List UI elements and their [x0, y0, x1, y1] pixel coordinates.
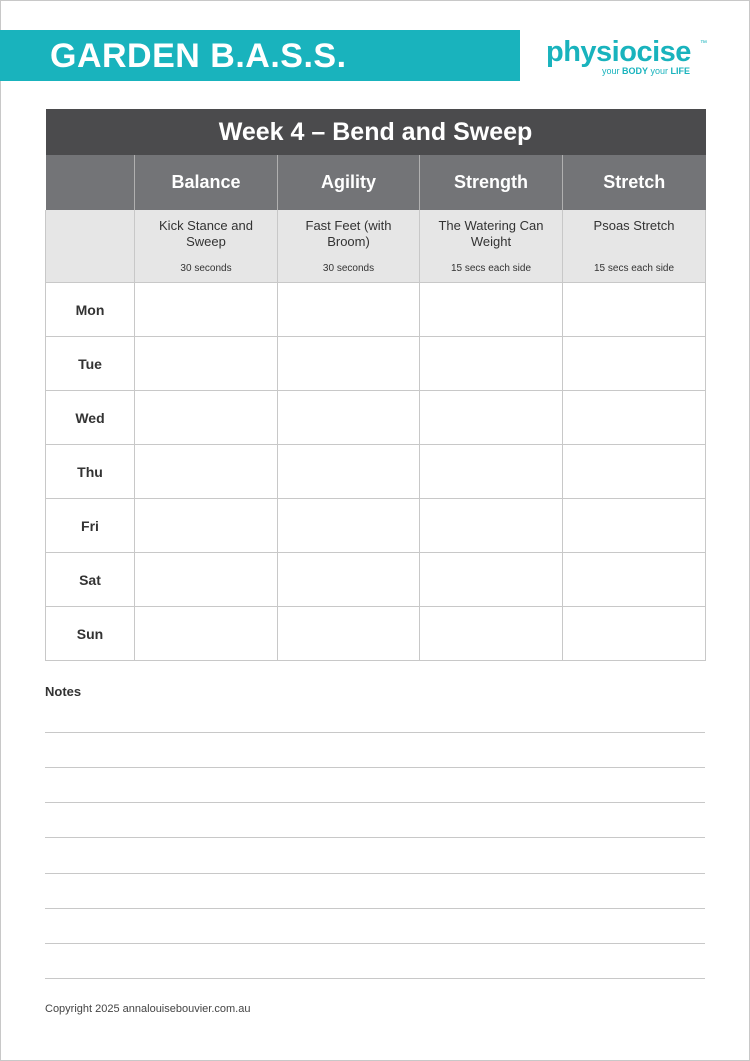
exercise-name: Kick Stance and Sweep — [159, 218, 253, 249]
entry-cell[interactable] — [135, 337, 278, 391]
notes-line[interactable] — [45, 978, 705, 979]
entry-cell[interactable] — [278, 553, 420, 607]
day-row — [46, 499, 706, 553]
notes-line[interactable] — [45, 908, 705, 909]
logo-wordmark: physiocise — [546, 36, 691, 68]
day-row — [46, 337, 706, 391]
title-banner — [0, 30, 520, 81]
day-label: Tue — [46, 337, 135, 391]
exercise-cell — [278, 210, 420, 283]
day-label: Thu — [46, 445, 135, 499]
week-title: Week 4 – Bend and Sweep — [46, 109, 706, 155]
entry-cell[interactable] — [278, 337, 420, 391]
entry-cell[interactable] — [420, 553, 563, 607]
notes-line[interactable] — [45, 943, 705, 944]
category-header: Strength — [420, 155, 563, 210]
day-row — [46, 607, 706, 661]
notes-line[interactable] — [45, 837, 705, 838]
category-header: Balance — [135, 155, 278, 210]
notes-line[interactable] — [45, 767, 705, 768]
entry-cell[interactable] — [563, 499, 706, 553]
exercise-row — [46, 210, 706, 283]
entry-cell[interactable] — [563, 553, 706, 607]
day-label: Mon — [46, 283, 135, 337]
entry-cell[interactable] — [135, 553, 278, 607]
entry-cell[interactable] — [420, 283, 563, 337]
day-row — [46, 445, 706, 499]
entry-cell[interactable] — [563, 607, 706, 661]
entry-cell[interactable] — [135, 607, 278, 661]
entry-cell[interactable] — [135, 391, 278, 445]
entry-cell[interactable] — [420, 607, 563, 661]
exercise-name: The Watering Can Weight — [438, 218, 544, 249]
logo-tagline: your BODY your LIFE — [602, 66, 691, 76]
exercise-cell — [135, 210, 278, 283]
entry-cell[interactable] — [278, 499, 420, 553]
page-title: GARDEN B.A.S.S. — [50, 37, 347, 75]
notes-line[interactable] — [45, 802, 705, 803]
exercise-name: Psoas Stretch — [593, 218, 675, 233]
entry-cell[interactable] — [420, 445, 563, 499]
entry-cell[interactable] — [420, 337, 563, 391]
exercise-duration: 30 seconds — [180, 263, 232, 274]
entry-cell[interactable] — [420, 391, 563, 445]
entry-cell[interactable] — [135, 499, 278, 553]
day-label: Fri — [46, 499, 135, 553]
exercise-duration: 30 seconds — [322, 263, 375, 274]
day-label: Sun — [46, 607, 135, 661]
exercise-cell-empty — [46, 210, 135, 283]
entry-cell[interactable] — [278, 391, 420, 445]
exercise-cell — [420, 210, 563, 283]
physiocise-logo — [546, 36, 711, 80]
entry-cell[interactable] — [278, 607, 420, 661]
notes-label: Notes — [45, 684, 82, 699]
logo-trademark: ™ — [700, 40, 707, 47]
category-header-row — [46, 155, 706, 210]
entry-cell[interactable] — [135, 283, 278, 337]
day-row — [46, 391, 706, 445]
entry-cell[interactable] — [278, 445, 420, 499]
category-header-empty — [46, 155, 135, 210]
day-label: Sat — [46, 553, 135, 607]
exercise-duration: 15 secs each side — [450, 263, 532, 274]
notes-line[interactable] — [45, 732, 705, 733]
category-header: Agility — [278, 155, 420, 210]
copyright-footer: Copyright 2025 annalouisebouvier.com.au — [45, 1003, 251, 1015]
entry-cell[interactable] — [563, 283, 706, 337]
exercise-duration: 15 secs each side — [593, 263, 675, 274]
entry-cell[interactable] — [563, 445, 706, 499]
category-header: Stretch — [563, 155, 706, 210]
exercise-cell — [563, 210, 706, 283]
day-label: Wed — [46, 391, 135, 445]
exercise-tracker-table — [45, 109, 706, 661]
entry-cell[interactable] — [420, 499, 563, 553]
entry-cell[interactable] — [278, 283, 420, 337]
entry-cell[interactable] — [563, 391, 706, 445]
day-row — [46, 283, 706, 337]
entry-cell[interactable] — [563, 337, 706, 391]
exercise-name: Fast Feet (with Broom) — [305, 218, 392, 249]
entry-cell[interactable] — [135, 445, 278, 499]
notes-line[interactable] — [45, 873, 705, 874]
day-row — [46, 553, 706, 607]
